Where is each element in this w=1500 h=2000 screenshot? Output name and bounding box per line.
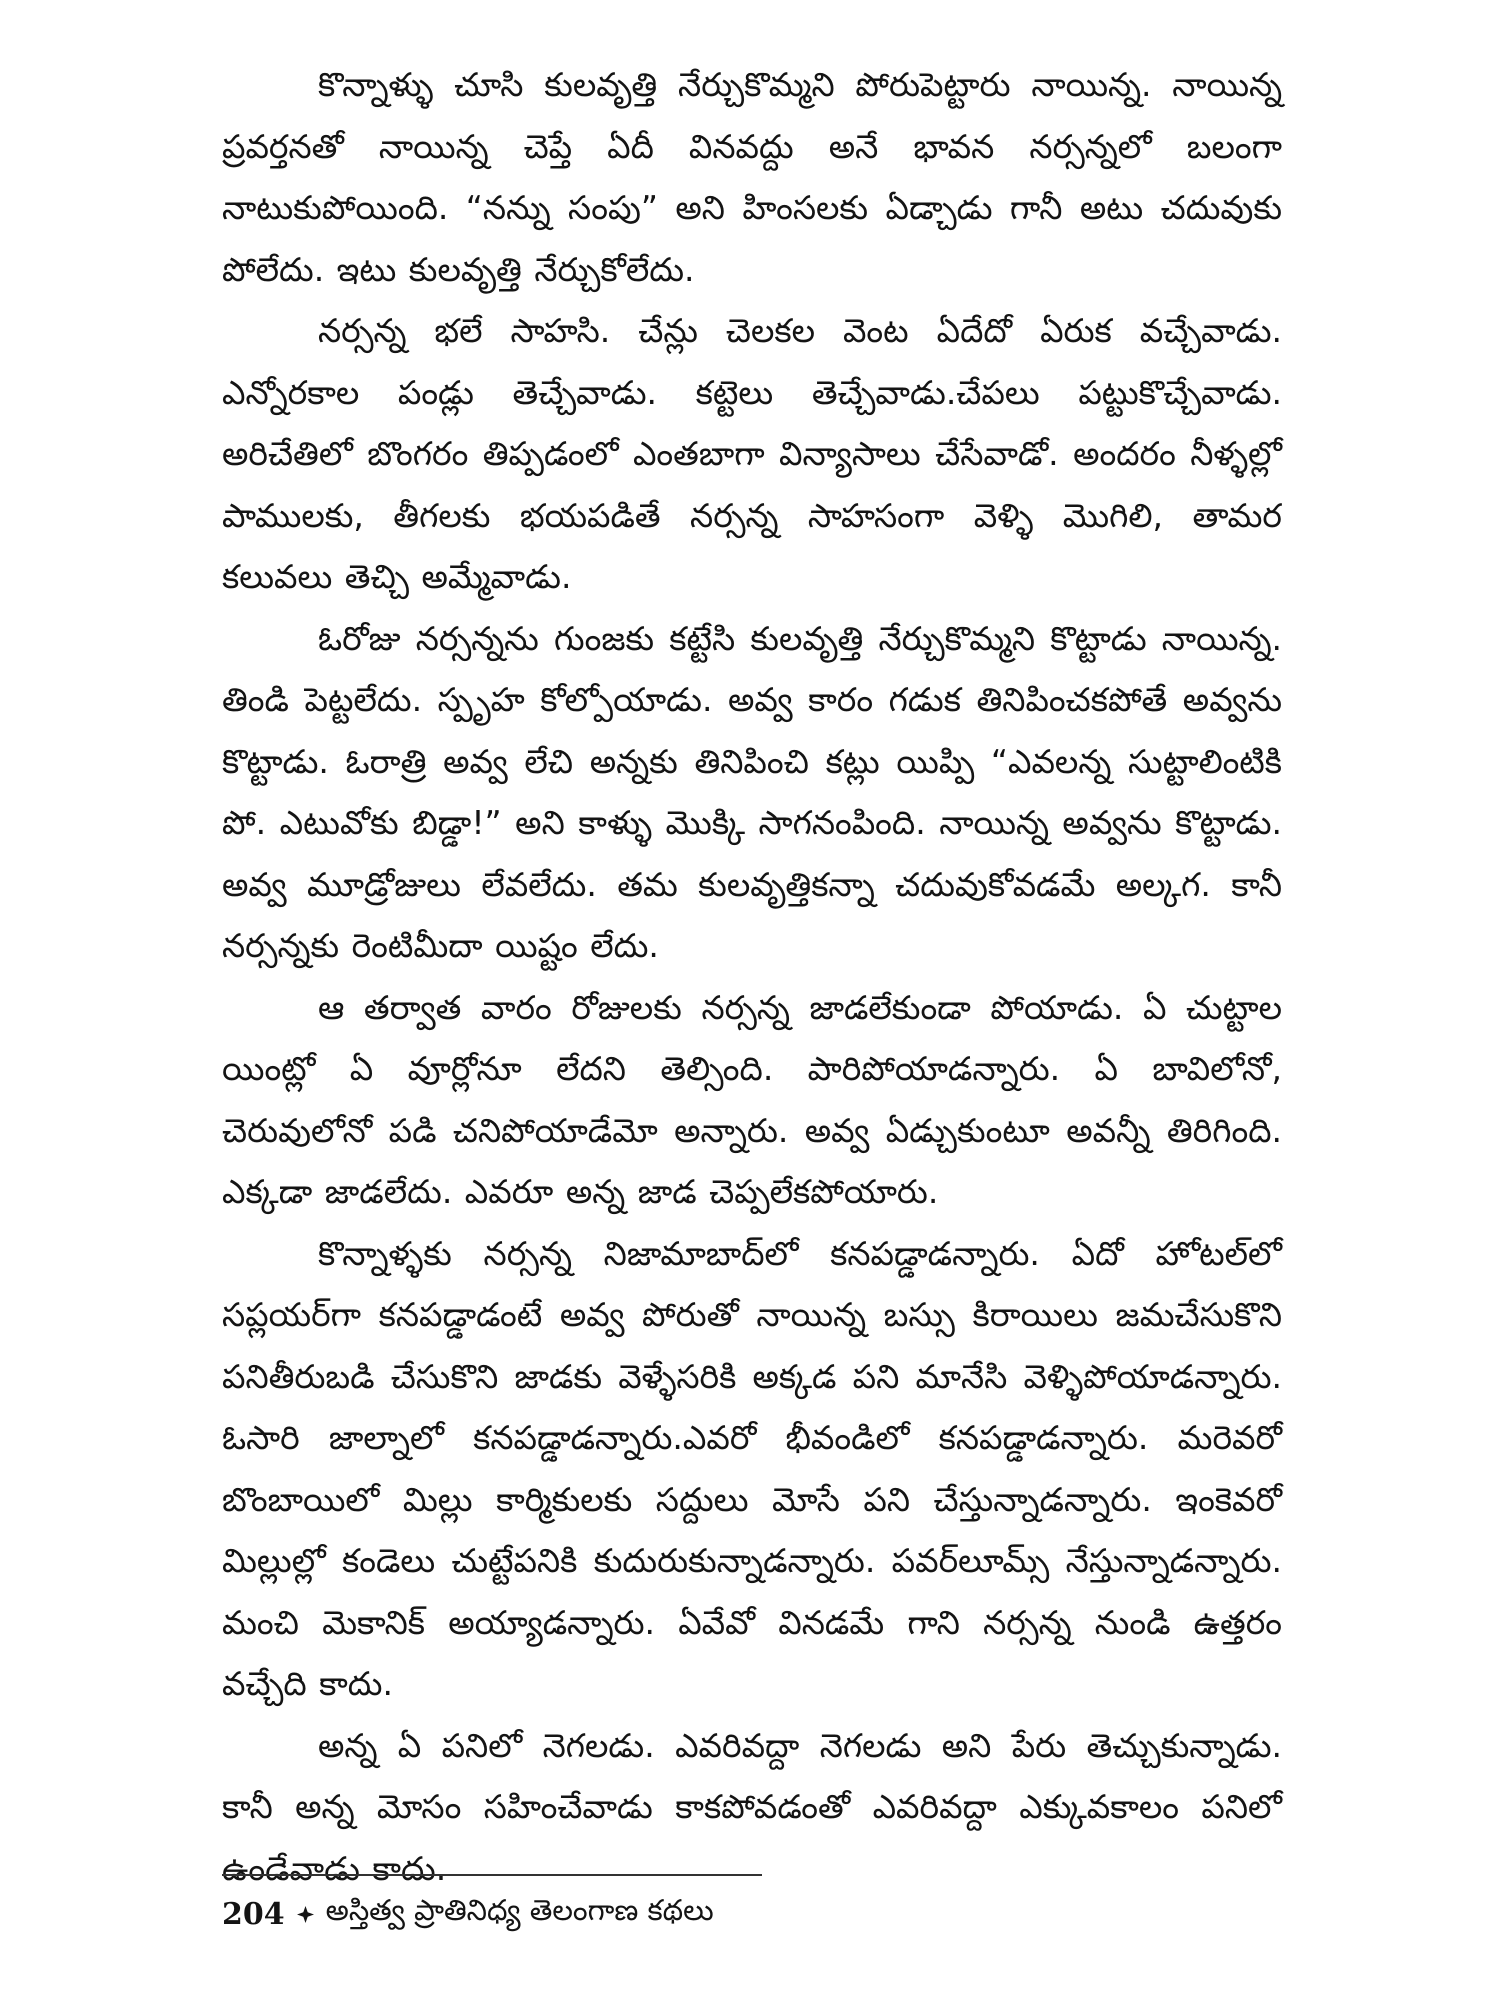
paragraph-6: అన్న ఏ పనిలో నెగలడు. ఎవరివద్దా నెగలడు అని పేరు తెచ్చుకున్నాడు. కానీ అన్న మోసం సహించేవాడు కాకపోవడంతో ఎవరివద్దా ఎక్కువకాలం పనిలో ఉండేవాడు కాదు. [222,1725,1282,1888]
paragraph-3: ఓరోజు నర్సన్నను గుంజకు కట్టేసి కులవృత్తి నేర్చుకొమ్మని కొట్టాడు నాయిన్న. తిండి పెట్టలేదు. స్పృహ కోల్పోయాడు. అవ్వ కారం గడుక తినిపించకపోతే అవ్వను కొట్టాడు. ఓరాత్రి అవ్వ లేచి అన్నకు తినిపించి కట్లు యిప్పి “ఎవలన్న సుట్టాలింటికి పో. ఎటువోకు బిడ్డా!” అని కాళ్ళు మొక్కి సాగనంపింది. నాయిన్న అవ్వను కొట్టాడు. అవ్వ మూడ్రోజులు లేవలేదు. తమ కులవృత్తికన్నా చదువుకోవడమే అల్కగ. కానీ నర్సన్నకు రెంటిమీదా యిష్టం లేదు. [222,618,1283,965]
paragraph-1: కొన్నాళ్ళు చూసి కులవృత్తి నేర్చుకొమ్మని పోరుపెట్టారు నాయిన్న. నాయిన్న ప్రవర్తనతో నాయిన్న చెప్తే ఏదీ వినవద్దు అనే భావన నర్సన్నలో బలంగా నాటుకుపోయింది. “నన్ను సంపు” అని హింసలకు ఏడ్చాడు గానీ అటు చదువుకు పోలేదు. ఇటు కులవృత్తి నేర్చుకోలేదు. [222,65,1282,289]
book-title: అస్తిత్వ ప్రాతినిధ్య తెలంగాణ కథలు [325,1893,714,1927]
ornament-icon [297,1906,314,1923]
paragraph-5: కొన్నాళ్ళకు నర్సన్న నిజామాబాద్‌లో కనపడ్డాడన్నారు. ఏదో హోటల్‌లో సప్లయర్‌గా కనపడ్డాడంటే అవ్వ పోరుతో నాయిన్న బస్సు కిరాయిలు జమచేసుకొని పనితీరుబడి చేసుకొని జాడకు వెళ్ళేసరికి అక్కడ పని మానేసి వెళ్ళిపోయాడన్నారు. ఓసారి జాల్నాలో కనపడ్డాడన్నారు.ఎవరో భీవండిలో కనపడ్డాడన్నారు. మరెవరో బొంబాయిలో మిల్లు కార్మికులకు సద్దులు మోసే పని చేస్తున్నాడన్నారు. ఇంకెవరో మిల్లుల్లో కండెలు చుట్టేపనికి కుదురుకున్నాడన్నారు. పవర్‌లూమ్స్ నేస్తున్నాడన్నారు. మంచి మెకానిక్ అయ్యాడన్నారు. ఏవేవో వినడమే గాని నర్సన్న నుండి ఉత్తరం వచ్చేది కాదు. [222,1233,1282,1703]
book-page [222,40,1282,1950]
story-body [222,54,1282,1899]
page-number: 204 [222,1896,285,1932]
page-footer [222,1892,714,1936]
paragraph-4: ఆ తర్వాత వారం రోజులకు నర్సన్న జాడలేకుండా పోయాడు. ఏ చుట్టాల యింట్లో ఏ వూర్లోనూ లేదని తెల్సింది. పారిపోయాడన్నారు. ఏ బావిలోనో, చెరువులోనో పడి చనిపోయాడేమో అన్నారు. అవ్వ ఏడ్చుకుంటూ అవన్నీ తిరిగింది. ఎక్కడా జాడలేదు. ఎవరూ అన్న జాడ చెప్పలేకపోయారు. [222,987,1282,1211]
paragraph-2: నర్సన్న భలే సాహసి. చేన్లు చెలకల వెంట ఏదేదో ఏరుక వచ్చేవాడు. ఎన్నోరకాల పండ్లు తెచ్చేవాడు. కట్టెలు తెచ్చేవాడు.చేపలు పట్టుకొచ్చేవాడు. అరిచేతిలో బొంగరం తిప్పడంలో ఎంతబాగా విన్యాసాలు చేసేవాడో. అందరం నీళ్ళల్లో పాములకు, తీగలకు భయపడితే నర్సన్న సాహసంగా వెళ్ళి మొగిలి, తామర కలువలు తెచ్చి అమ్మేవాడు. [222,311,1282,596]
footer-divider [222,1874,762,1876]
